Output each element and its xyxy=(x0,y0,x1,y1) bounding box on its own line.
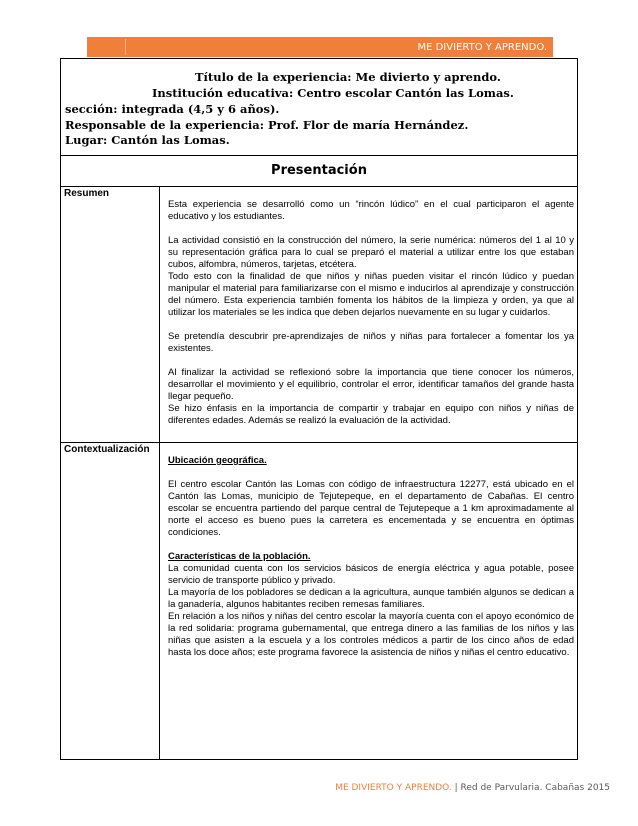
contexto-paragraph: El centro escolar Cantón las Lomas con código de infraestructura 12277, está ubicado en el Cantón las Lomas, municipio de Tejutepeque, en el departamento de Cabañas. El centro escolar se encuentra partiendo del parque central de Tejutepeque a 1 km aproximadamente al norte el acceso es bueno pues la carretera es encementada y se encuentra en óptimas condiciones. xyxy=(168,479,574,538)
contexto-heading: Características de la población. xyxy=(168,551,311,562)
resumen-label: Resumen xyxy=(64,188,110,199)
header-divider xyxy=(125,39,126,55)
column-divider xyxy=(159,187,160,759)
resumen-row xyxy=(61,187,577,443)
contexto-paragraph: En relación a los niños y niñas del centro escolar la mayoría cuenta con el apoyo económico de la red solidaria: programa gubernamental, que entrega dinero a las familias de los niños y las niñas que asisten a la escuela y a los controles médicos a partir de los cinco años de edad hasta los doce años; este programa favorece la asistencia de niños y niñas el centro educativo. xyxy=(168,611,574,658)
contexto-paragraph: La comunidad cuenta con los servicios básicos de energía eléctrica y agua potable, posee servicio de transporte público y privado. xyxy=(168,563,574,586)
resumen-paragraph: Se pretendía descubrir pre-aprendizajes de niños y niñas para fortalecer a fomentar los ya existentes. xyxy=(168,331,574,354)
contexto-row xyxy=(61,443,577,759)
header-bar xyxy=(87,37,553,57)
resumen-paragraph: Todo esto con la finalidad de que niños y niñas pueden visitar el rincón lúdico y puedan manipular el material para familiarizarse con el mismo e inducirlos al aprendizaje y construcción del número. Esta experiencia también fomenta los hábitos de la limpieza y orden, ya que al utilizar los materiales se les indica que deben dejarlos nuevamente en su lugar y cuidarlos. xyxy=(168,271,574,318)
institution: Institución educativa: Centro escolar Cantón las Lomas. xyxy=(152,86,514,100)
resumen-paragraph: Esta experiencia se desarrolló como un “rincón lúdico” en el cual participaron el agente educativo y los estudiantes. xyxy=(168,199,574,222)
contexto-label: Contextualización xyxy=(64,444,150,455)
resumen-content xyxy=(168,199,574,427)
experience-title: Título de la experiencia: Me divierto y aprendo. xyxy=(195,70,501,84)
page-footer xyxy=(335,783,610,793)
footer-accent: ME DIVIERTO Y APRENDO. xyxy=(335,783,452,793)
resumen-paragraph: Al finalizar la actividad se reflexionó sobre la importancia que tiene conocer los números, desarrollar el movimiento y el equilibrio, controlar el error, identificar tamaños del grande hasta llegar pequeño. xyxy=(168,367,574,402)
contexto-heading: Ubicación geográfica. xyxy=(168,455,267,466)
section-title: Presentación xyxy=(61,156,577,187)
section: sección: integrada (4,5 y 6 años). xyxy=(65,102,280,116)
document-table xyxy=(60,58,578,760)
header-title: ME DIVIERTO Y APRENDO. xyxy=(417,41,547,53)
contexto-paragraph: La mayoría de los pobladores se dedican a la agricultura, aunque también algunos se dedican a la ganadería, algunos habitantes reciben remesas familiares. xyxy=(168,587,574,610)
contexto-content xyxy=(168,455,574,659)
place: Lugar: Cantón las Lomas. xyxy=(65,133,230,147)
resumen-paragraph: La actividad consistió en la construcción del número, la serie numérica: números del 1 al 10 y su representación gráfica para lo cual se preparó el material a utilizar entre los que estaban cubos, alfombra, números, tarjetas, etcétera. xyxy=(168,235,574,270)
responsible: Responsable de la experiencia: Prof. Flor de maría Hernández. xyxy=(65,118,469,132)
experience-info xyxy=(61,59,577,156)
resumen-paragraph: Se hizo énfasis en la importancia de compartir y trabajar en equipo con niños y niñas de diferentes edades. Además se realizó la evaluación de la actividad. xyxy=(168,403,574,426)
footer-text: | Red de Parvularia. Cabañas 2015 xyxy=(451,783,610,793)
